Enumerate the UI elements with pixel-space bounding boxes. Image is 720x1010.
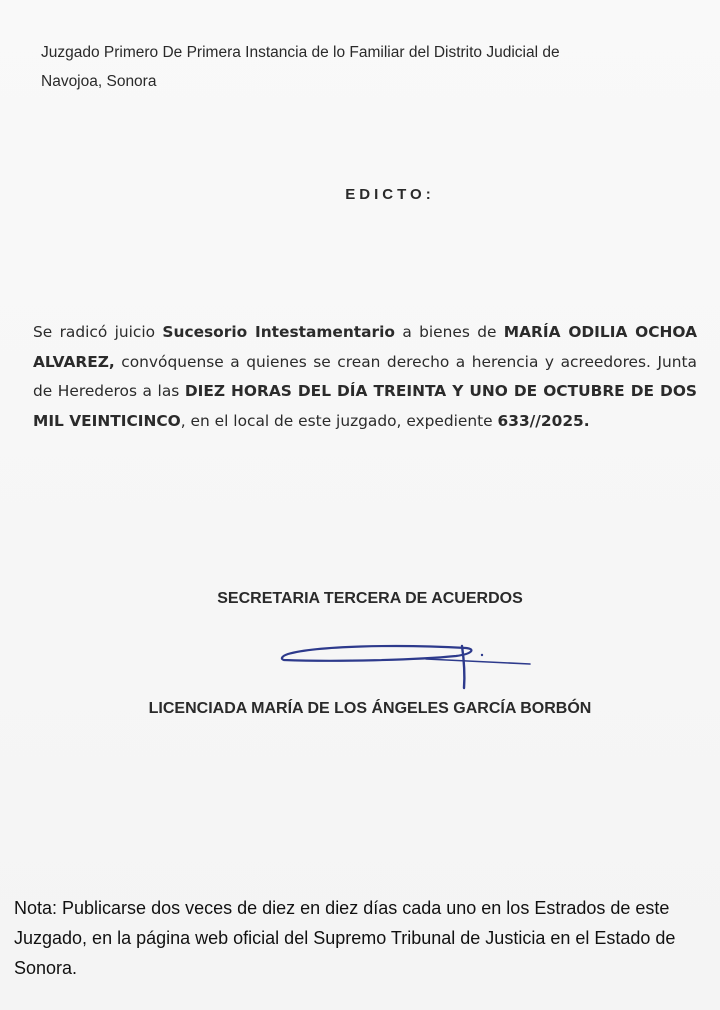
court-line-1: Juzgado Primero De Primera Instancia de lo Familiar del Distrito Judicial de [41,44,560,61]
signatory-name: LICENCIADA MARÍA DE LOS ÁNGELES GARCÍA BORBÓN [148,700,592,717]
edict-body [33,318,697,436]
court-line-2: Navojoa, Sonora [41,73,157,90]
body-text-3: convóquense a quienes se crean derecho a herencia y acreedores. Junta de Herederos a las [33,352,697,400]
body-bold-4: 633//2025. [497,411,590,430]
court-header [41,38,681,96]
publication-note [14,893,720,983]
body-text-2: a bienes de [395,323,504,341]
secretaria-label: SECRETARIA TERCERA DE ACUERDOS [217,590,523,607]
body-bold-1: Sucesorio Intestamentario [162,323,395,341]
note-line-3: Sonora. [14,958,78,978]
body-text-4: , en el local de este juzgado, expediente [180,411,498,430]
note-line-2: Juzgado, en la página web oficial del Supremo Tribunal de Justicia en el Estado de [14,928,676,948]
body-bold-3: DIEZ HORAS DEL DÍA TREINTA Y UNO DE OCTUBRE DE DOS MIL VEINTICINCO [33,382,697,430]
body-bold-2: MARÍA ODILIA OCHOA ALVAREZ, [33,323,697,371]
edict-title: EDICTO: [345,186,435,203]
signature-mark [276,632,536,692]
note-line-1: Nota: Publicarse dos veces de diez en diez días cada uno en los Estrados de este [14,898,670,918]
body-text-1: Se radicó juicio [33,323,163,341]
